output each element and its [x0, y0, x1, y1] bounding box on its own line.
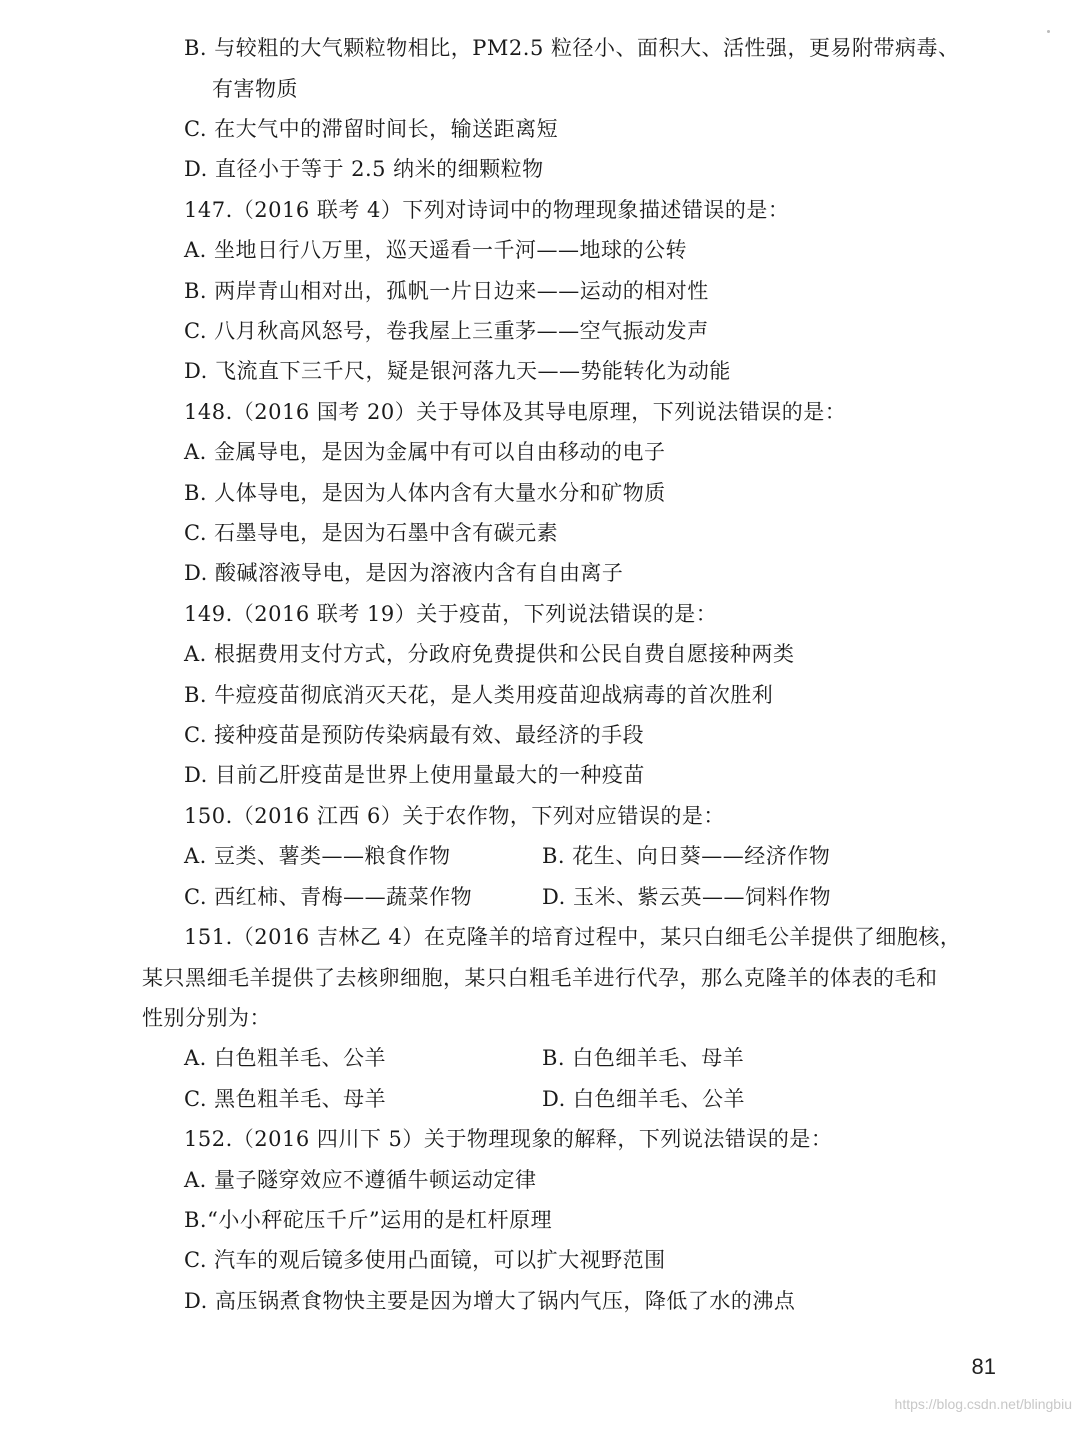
q150-option-c: C. 西红柿、青梅——蔬菜作物: [184, 885, 473, 909]
q150-option-d: D. 玉米、紫云英——饲料作物: [542, 885, 831, 909]
q147-stem: 147.（2016 联考 4）下列对诗词中的物理现象描述错误的是：: [184, 198, 790, 222]
q148-option-d: D. 酸碱溶液导电，是因为溶液内含有自由离子: [184, 561, 624, 585]
page-number: 81: [971, 1354, 996, 1379]
q149-option-a: A. 根据费用支付方式，分政府免费提供和公民自费自愿接种两类: [184, 642, 795, 666]
q151-option-b: B. 白色细羊毛、母羊: [542, 1046, 745, 1070]
q150-stem: 150.（2016 江西 6）关于农作物，下列对应错误的是：: [184, 804, 725, 828]
q151-stem-line1: 151.（2016 吉林乙 4）在克隆羊的培育过程中，某只白细毛公羊提供了细胞核，: [184, 925, 962, 949]
q146-option-b-line1: B. 与较粗的大气颗粒物相比，PM2.5 粒径小、面积大、活性强，更易附带病毒、: [184, 36, 960, 60]
q150-option-a: A. 豆类、薯类——粮食作物: [184, 844, 451, 868]
q152-option-b: B.“小小秤砣压千斤”运用的是杠杆原理: [184, 1208, 553, 1232]
scan-speck: [1047, 30, 1050, 33]
q151-option-a: A. 白色粗羊毛、公羊: [184, 1046, 387, 1070]
q151-stem-line2: 某只黑细毛羊提供了去核卵细胞，某只白粗毛羊进行代孕，那么克隆羊的体表的毛和: [142, 966, 938, 990]
watermark-url: https://blog.csdn.net/blingbiu: [894, 1396, 1072, 1412]
q148-option-a: A. 金属导电，是因为金属中有可以自由移动的电子: [184, 440, 666, 464]
q148-option-b: B. 人体导电，是因为人体内含有大量水分和矿物质: [184, 481, 666, 505]
q147-option-a: A. 坐地日行八万里，巡天遥看一千河——地球的公转: [184, 238, 688, 262]
q152-option-a: A. 量子隧穿效应不遵循牛顿运动定律: [184, 1168, 537, 1192]
q149-option-c: C. 接种疫苗是预防传染病最有效、最经济的手段: [184, 723, 645, 747]
q149-option-d: D. 目前乙肝疫苗是世界上使用量最大的一种疫苗: [184, 763, 645, 787]
q147-option-b: B. 两岸青山相对出，孤帆一片日边来——运动的相对性: [184, 279, 709, 303]
q148-option-c: C. 石墨导电，是因为石墨中含有碳元素: [184, 521, 559, 545]
q146-option-c: C. 在大气中的滞留时间长，输送距离短: [184, 117, 559, 141]
q150-option-b: B. 花生、向日葵——经济作物: [542, 844, 831, 868]
q152-stem: 152.（2016 四川下 5）关于物理现象的解释，下列说法错误的是：: [184, 1127, 833, 1151]
q149-stem: 149.（2016 联考 19）关于疫苗，下列说法错误的是：: [184, 602, 718, 626]
q148-stem: 148.（2016 国考 20）关于导体及其导电原理，下列说法错误的是：: [184, 400, 847, 424]
q146-option-b-line2: 有害物质: [212, 77, 298, 101]
q147-option-c: C. 八月秋高风怒号，卷我屋上三重茅——空气振动发声: [184, 319, 709, 343]
q151-option-d: D. 白色细羊毛、公羊: [542, 1087, 745, 1111]
q149-option-b: B. 牛痘疫苗彻底消灭天花，是人类用疫苗迎战病毒的首次胜利: [184, 683, 774, 707]
q146-option-d: D. 直径小于等于 2.5 纳米的细颗粒物: [184, 157, 544, 181]
q151-stem-line3: 性别分别为：: [142, 1006, 271, 1030]
q151-option-c: C. 黑色粗羊毛、母羊: [184, 1087, 387, 1111]
q147-option-d: D. 飞流直下三千尺，疑是银河落九天——势能转化为动能: [184, 359, 731, 383]
q152-option-c: C. 汽车的观后镜多使用凸面镜，可以扩大视野范围: [184, 1248, 666, 1272]
q152-option-d: D. 高压锅煮食物快主要是因为增大了锅内气压，降低了水的沸点: [184, 1289, 796, 1313]
